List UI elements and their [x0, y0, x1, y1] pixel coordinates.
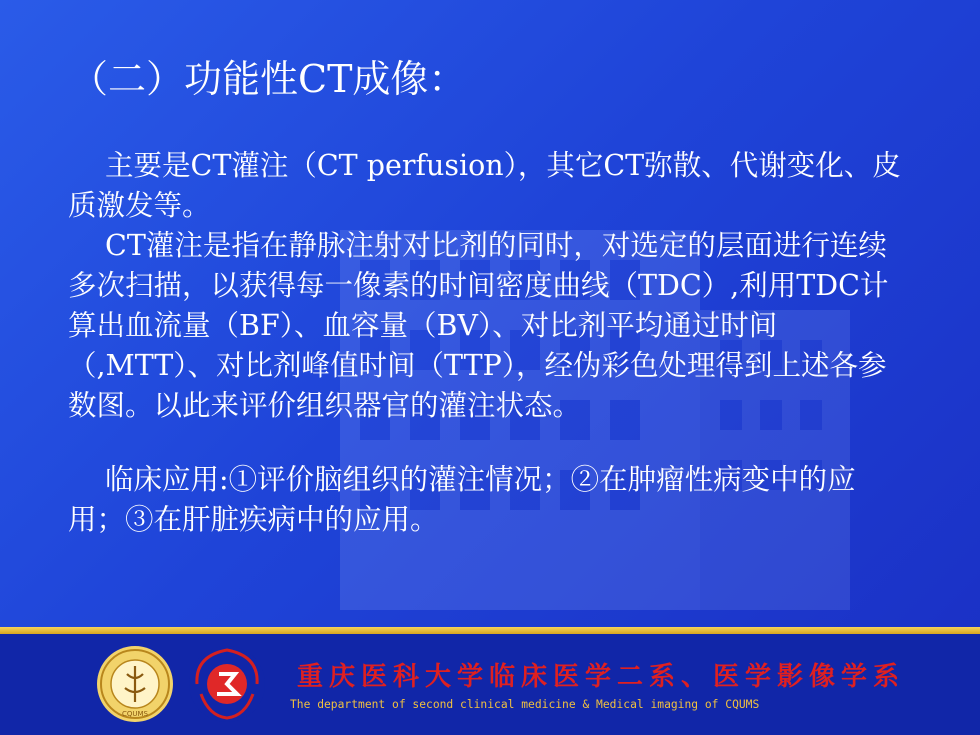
- seal-label: CQUMS: [121, 710, 149, 718]
- footer-institution-chinese: 重庆医科大学临床医学二系、医学影像学系: [297, 662, 906, 692]
- paragraph-ct-perfusion: CT灌注是指在静脉注射对比剂的同时，对选定的层面进行连续多次扫描，以获得每一像素的时间密度曲线（TDC）,利用TDC计算出血流量（BF）、血容量（BV）、对比剂平均通过时间（,MTT）、对比剂峰值时间（TTP），经伪彩色处理得到上述各参数图。以此来评价组织器官的灌注状态。: [68, 229, 889, 422]
- paragraph-clinical-application: 临床应用:①评价脑组织的灌注情况；②在肿瘤性病变中的应用；③在肝脏疾病中的应用。: [68, 463, 856, 536]
- footer-divider: [0, 627, 980, 634]
- slide-body: [68, 146, 908, 540]
- slide-title: （二）功能性CT成像：: [70, 57, 467, 101]
- paragraph-overview: 主要是CT灌注（CT perfusion），其它CT弥散、代谢变化、皮质激发等。: [68, 149, 901, 222]
- footer-bar: [0, 634, 980, 735]
- university-seal-icon: [95, 644, 175, 724]
- footer-institution-english: The department of second clinical medicine & Medical imaging of CQUMS: [290, 698, 760, 711]
- department-emblem-icon: [187, 644, 267, 724]
